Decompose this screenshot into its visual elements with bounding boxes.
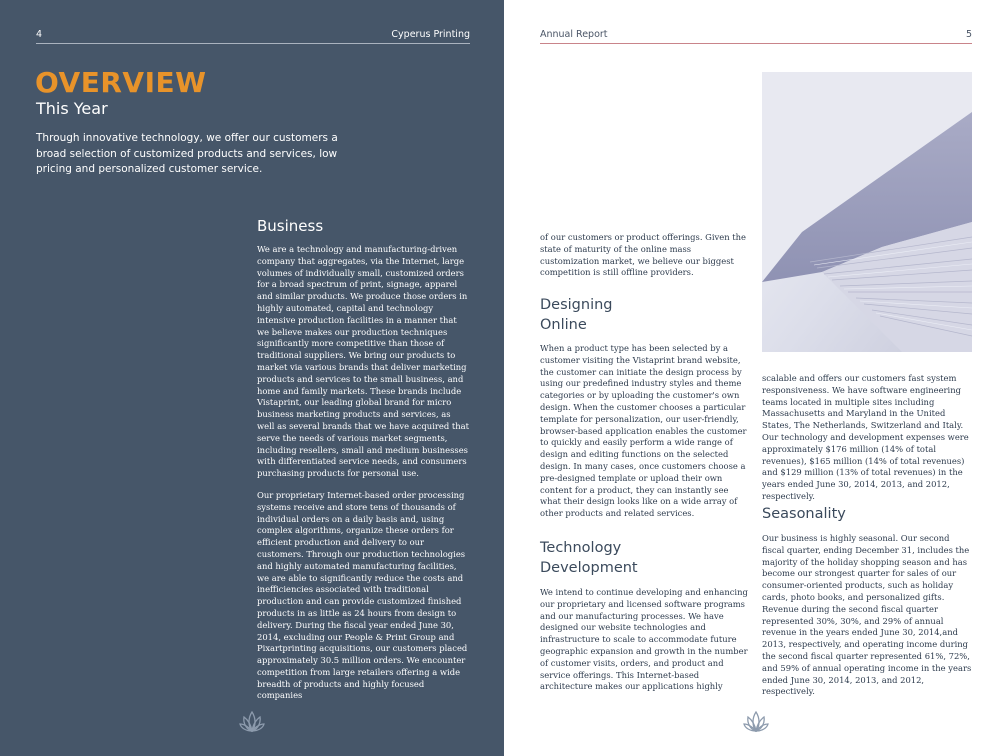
left-page-number: 4 bbox=[36, 29, 43, 40]
business-paragraph-1: We are a technology and manufacturing-driven company that aggregates, via the Internet, large volumes of individually small, customized orders for a broad spectrum of print, signage, apparel and similar products. We produce those orders in highly automated, capital and technology intensive production facilities in a manner that we believe makes our production techniques significantly more competitive than those of traditional suppliers. We bring our products to market via various brands that deliver marketing products and services to the small business, and home and family markets. These brands include Vistaprint, our leading global brand for micro business marketing products and services, as well as several brands that we have acquired that serve the needs of various market segments, including resellers, small and medium businesses with differentiated service needs, and consumers purchasing products for personal use. bbox=[257, 244, 469, 479]
designing-online-heading bbox=[540, 295, 613, 335]
right-header-rule bbox=[540, 43, 972, 44]
business-paragraph-2: Our proprietary Internet-based order processing systems receive and store tens of thousands of individual orders on a daily basis and, using complex algorithms, organize these orders for efficient production and delivery to our customers. Through our production technologies and highly automated manufacturing facilities, we are able to significantly reduce the costs and inefficiencies associated with traditional production and can provide customized finished products in as little as 24 hours from design to delivery. During the fiscal year ended June 30, 2014, excluding our People & Print Group and Pixartprinting acquisitions, our customers placed approximately 30.5 million orders. We encounter competition from large retailers offering a wide breadth of products and highly focused companies bbox=[257, 489, 468, 701]
technology-development-text: We intend to continue developing and enhancing our proprietary and licensed software programs and our manufacturing processes. We have designed our website technologies and infrastructure to scale to accommodate future geographic expansion and growth in the number of customer visits, orders, and product and service offerings. This Internet-based architecture makes our applications highly bbox=[540, 587, 748, 692]
designing-heading-line2: Online bbox=[540, 317, 587, 333]
right-running-title: Annual Report bbox=[540, 29, 608, 40]
tech-heading-line2: Development bbox=[540, 560, 638, 576]
intro-text: Through innovative technology, we offer our customers a broad selection of customized products and services, low pricing and personalized customer service. bbox=[36, 132, 338, 175]
business-heading: Business bbox=[257, 217, 324, 235]
left-running-title: Cyperus Printing bbox=[391, 29, 470, 40]
paper-stack-photo bbox=[762, 72, 972, 352]
seasonality-text: Our business is highly seasonal. Our second fiscal quarter, ending December 31, includes the majority of the holiday shopping season and has become our strongest quarter for sales of our consumer-oriented products, such as holiday cards, photo books, and personalized gifts. Revenue during the second fiscal quarter represented 30%, 30%, and 29% of annual revenue in the years ended June 30, 2014,and 2013, respectively, and operating income during the second fiscal quarter represented 61%, 72%, and 59% of annual operating income in the years ended June 30, 2014, 2013, and 2012, respectively. bbox=[762, 533, 972, 697]
tech-heading-line1: Technology bbox=[540, 540, 622, 556]
left-header-rule bbox=[36, 43, 470, 44]
technology-development-heading bbox=[540, 538, 638, 578]
page-subtitle: This Year bbox=[36, 99, 108, 118]
right-page bbox=[504, 0, 1008, 756]
col2-continuation: scalable and offers our customers fast system responsiveness. We have software engineering teams located in multiple sites including Massachusetts and Maryland in the United States, The Netherlands, Switzerland and Italy. Our technology and development expenses were approximately $176 million (14% of total revenues), $165 million (14% of total revenues) and $129 million (13% of total revenues) in the years ended June 30, 2014, 2013, and 2012, respectively. bbox=[762, 373, 969, 501]
seasonality-heading: Seasonality bbox=[762, 506, 846, 522]
business-text bbox=[257, 244, 469, 712]
designing-online-text: When a product type has been selected by a customer visiting the Vistaprint brand website, the customer can initiate the design process by using our predefined industry styles and theme categories or by uploading the customer's own design. When the customer chooses a particular template for personalization, our user-friendly, browser-based application enables the customer to quickly and easily perform a wide range of design and editing functions on the selected design. In many cases, once customers choose a pre-designed template or upload their own content for a product, they can instantly see what their design looks like on a wide array of other products and related services. bbox=[540, 343, 747, 519]
right-page-number: 5 bbox=[965, 29, 972, 40]
lotus-logo-icon bbox=[743, 708, 769, 734]
col1-continuation: of our customers or product offerings. Given the state of maturity of the online mass customization market, we believe our biggest competition is still offline providers. bbox=[540, 232, 746, 278]
designing-heading-line1: Designing bbox=[540, 297, 613, 313]
lotus-logo-icon bbox=[239, 708, 265, 734]
page-title: OVERVIEW bbox=[35, 66, 207, 99]
